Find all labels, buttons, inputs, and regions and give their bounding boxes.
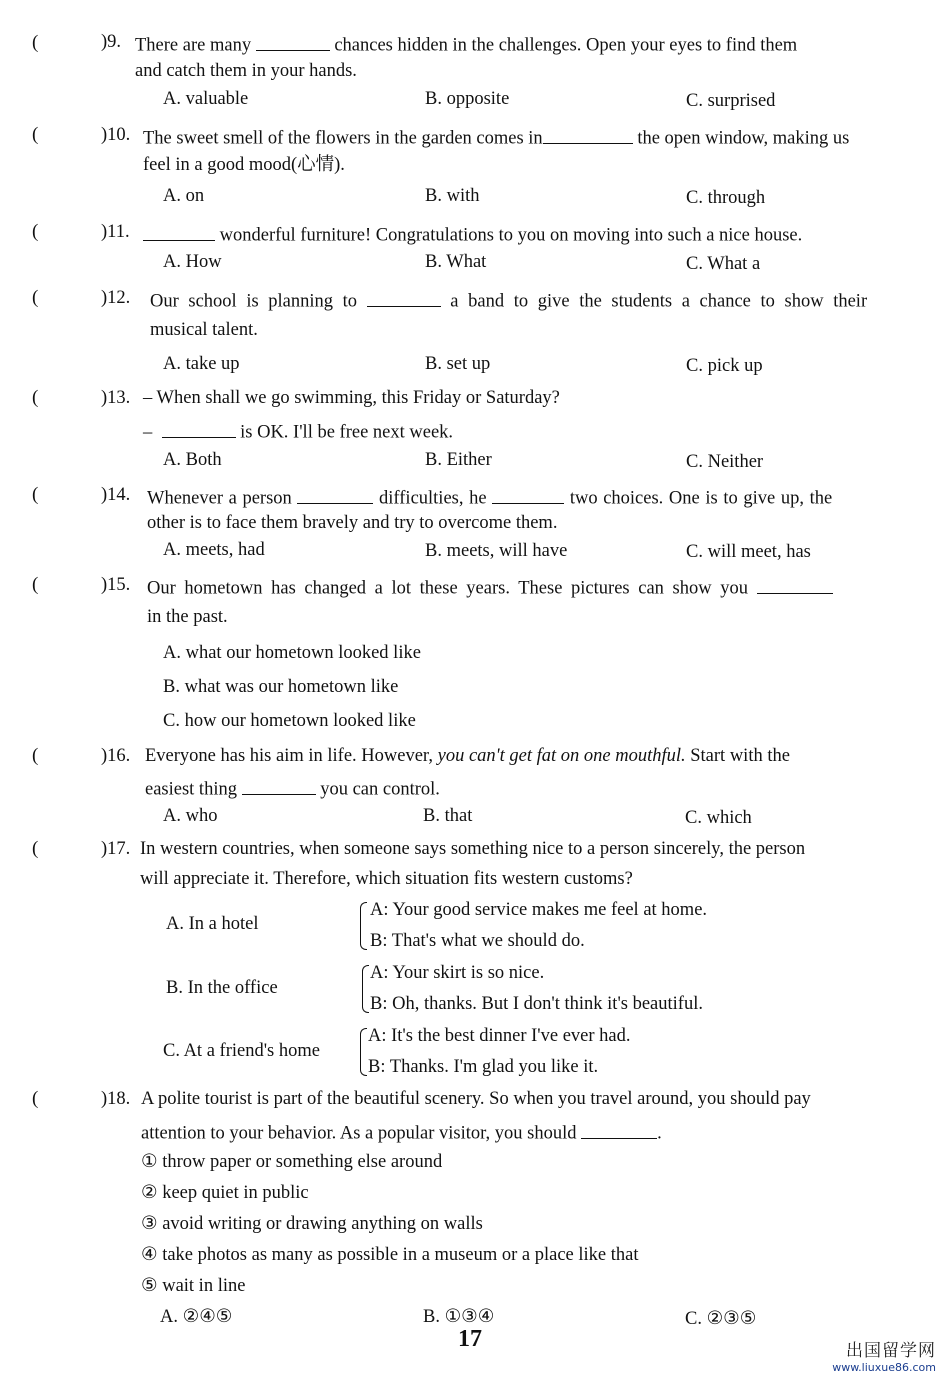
q11-text: wonderful furniture! Congratulations to you on moving into such a nice house. (143, 222, 802, 247)
q9-text: There are many chances hidden in the challenges. Open your eyes to find them (135, 32, 797, 57)
q12-option-a[interactable]: A. take up (163, 354, 240, 374)
q14-option-a[interactable]: A. meets, had (163, 540, 265, 560)
answer-paren[interactable]: ( (32, 745, 39, 766)
answer-blank[interactable] (242, 776, 316, 795)
q9-option-c[interactable]: C. surprised (686, 91, 776, 111)
answer-paren[interactable]: ( (32, 484, 39, 505)
page-number: 17 (458, 1326, 482, 1352)
q17-option-c-line2: B: Thanks. I'm glad you like it. (368, 1057, 599, 1077)
watermark (832, 1336, 936, 1374)
answer-blank[interactable] (581, 1120, 657, 1139)
q18-choice-5: ⑤ wait in line (141, 1276, 246, 1296)
answer-blank[interactable] (256, 32, 330, 51)
q18-text-2: attention to your behavior. As a popular visitor, you should . (141, 1120, 662, 1145)
q13-number: )13. (101, 388, 131, 408)
q11-number: )11. (101, 222, 130, 242)
q10-option-a[interactable]: A. on (163, 186, 205, 206)
q18-option-a[interactable]: A. ②④⑤ (160, 1307, 233, 1327)
q11-option-a[interactable]: A. How (163, 252, 222, 272)
q10-text: The sweet smell of the flowers in the garden comes in the open window, making us (143, 125, 849, 150)
answer-blank[interactable] (367, 288, 441, 307)
answer-paren[interactable]: ( (32, 574, 39, 595)
q14-option-c[interactable]: C. will meet, has (686, 542, 811, 562)
q10-option-b[interactable]: B. with (425, 186, 480, 206)
brace (360, 902, 367, 950)
q16-text-2: easiest thing you can control. (145, 776, 440, 801)
answer-blank[interactable] (297, 485, 373, 504)
q17-option-c-line1: A: It's the best dinner I've ever had. (368, 1026, 631, 1046)
answer-blank[interactable] (492, 485, 564, 504)
watermark-url: www.liuxue86.com (832, 1361, 936, 1374)
answer-paren[interactable]: ( (32, 1088, 39, 1109)
q9-option-a[interactable]: A. valuable (163, 89, 249, 109)
q18-choice-2: ② keep quiet in public (141, 1183, 309, 1203)
q9-text-2: and catch them in your hands. (135, 61, 357, 81)
q14-number: )14. (101, 485, 131, 505)
q13-option-c[interactable]: C. Neither (686, 452, 764, 472)
q18-option-b[interactable]: B. ①③④ (423, 1307, 495, 1327)
q13-option-b[interactable]: B. Either (425, 450, 492, 470)
q11-option-c[interactable]: C. What a (686, 254, 761, 274)
q15-number: )15. (101, 575, 131, 595)
answer-blank[interactable] (757, 575, 833, 594)
q11-option-b[interactable]: B. What (425, 252, 487, 272)
q13-option-a[interactable]: A. Both (163, 450, 222, 470)
q16-number: )16. (101, 746, 131, 766)
q16-option-a[interactable]: A. who (163, 806, 218, 826)
answer-paren[interactable]: ( (32, 838, 39, 859)
watermark-name: 出国留学网 (846, 1341, 936, 1361)
q13-text-2: – is OK. I'll be free next week. (143, 419, 453, 444)
q17-option-b[interactable]: B. In the office (166, 978, 278, 998)
q15-text-2: in the past. (147, 607, 228, 627)
q17-option-a-line2: B: That's what we should do. (370, 931, 585, 951)
q9-option-b[interactable]: B. opposite (425, 89, 510, 109)
q17-number: )17. (101, 839, 131, 859)
q12-option-c[interactable]: C. pick up (686, 356, 763, 376)
brace (360, 1028, 367, 1076)
q15-text: Our hometown has changed a lot these years. These pictures can show you (147, 575, 833, 600)
q10-text-2: feel in a good mood(心情). (143, 155, 345, 175)
q17-option-c[interactable]: C. At a friend's home (163, 1041, 320, 1061)
answer-blank[interactable] (143, 222, 215, 241)
q16-text: Everyone has his aim in life. However, you can't get fat on one mouthful. Start with the (145, 746, 790, 766)
q18-option-c[interactable]: C. ②③⑤ (685, 1309, 757, 1329)
q12-number: )12. (101, 288, 131, 308)
q18-choice-1: ① throw paper or something else around (141, 1152, 443, 1172)
q10-option-c[interactable]: C. through (686, 188, 766, 208)
answer-paren[interactable]: ( (32, 32, 39, 53)
answer-paren[interactable]: ( (32, 221, 39, 242)
answer-paren[interactable]: ( (32, 287, 39, 308)
q10-number: )10. (101, 125, 131, 145)
q15-option-c[interactable]: C. how our hometown looked like (163, 711, 416, 731)
q18-choice-4: ④ take photos as many as possible in a museum or a place like that (141, 1245, 639, 1265)
q9-number: )9. (101, 32, 122, 52)
q14-text-2: other is to face them bravely and try to overcome them. (147, 513, 558, 533)
q17-option-b-line2: B: Oh, thanks. But I don't think it's beautiful. (370, 994, 703, 1014)
q16-option-b[interactable]: B. that (423, 806, 473, 826)
q12-option-b[interactable]: B. set up (425, 354, 491, 374)
q13-text: – When shall we go swimming, this Friday or Saturday? (143, 388, 560, 408)
q17-text: In western countries, when someone says something nice to a person sincerely, the person (140, 839, 806, 859)
q16-option-c[interactable]: C. which (685, 808, 752, 828)
q15-option-b[interactable]: B. what was our hometown like (163, 677, 399, 697)
q14-option-b[interactable]: B. meets, will have (425, 541, 568, 561)
brace (362, 965, 369, 1013)
q17-option-a[interactable]: A. In a hotel (166, 914, 259, 934)
q18-number: )18. (101, 1089, 131, 1109)
q17-option-a-line1: A: Your good service makes me feel at home. (370, 900, 708, 920)
answer-paren[interactable]: ( (32, 387, 39, 408)
q17-text-2: will appreciate it. Therefore, which situation fits western customs? (140, 869, 633, 889)
q15-option-a[interactable]: A. what our hometown looked like (163, 643, 421, 663)
q12-text: Our school is planning to a band to give the students a chance to show their (150, 288, 867, 313)
q14-text: Whenever a person difficulties, he two choices. One is to give up, the (147, 485, 832, 510)
q17-option-b-line1: A: Your skirt is so nice. (370, 963, 545, 983)
q18-choice-3: ③ avoid writing or drawing anything on walls (141, 1214, 483, 1234)
answer-blank[interactable] (162, 419, 236, 438)
q18-text: A polite tourist is part of the beautiful scenery. So when you travel around, you should pay (141, 1089, 811, 1109)
answer-blank[interactable] (543, 125, 633, 144)
answer-paren[interactable]: ( (32, 124, 39, 145)
q12-text-2: musical talent. (150, 320, 258, 340)
